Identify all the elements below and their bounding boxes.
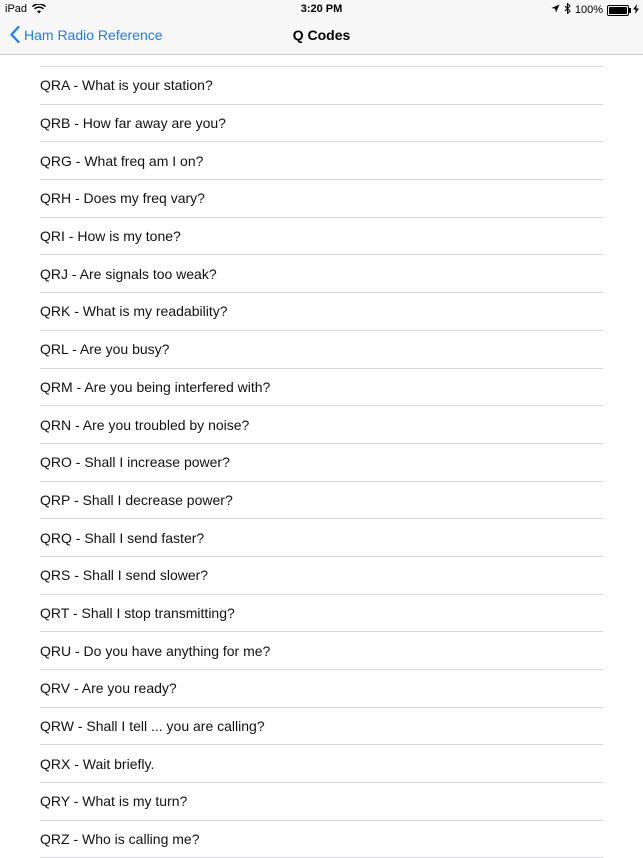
list-item[interactable] bbox=[40, 745, 603, 783]
battery-icon bbox=[607, 5, 629, 16]
list-item-label: QRS - Shall I send slower? bbox=[40, 567, 209, 584]
list-item-label: QRI - How is my tone? bbox=[40, 228, 181, 245]
location-arrow-icon bbox=[551, 4, 560, 16]
list-item-label: QRN - Are you troubled by noise? bbox=[40, 416, 250, 433]
list-item[interactable] bbox=[40, 331, 603, 369]
list-item-label: QRG - What freq am I on? bbox=[40, 152, 204, 169]
list-item[interactable] bbox=[40, 255, 603, 293]
back-button-label: Ham Radio Reference bbox=[24, 26, 163, 43]
list-item[interactable] bbox=[40, 670, 603, 708]
list-item[interactable] bbox=[40, 783, 603, 821]
list-item-label: QRO - Shall I increase power? bbox=[40, 454, 230, 471]
list-item-label: QRV - Are you ready? bbox=[40, 680, 177, 697]
list-item-label: QRT - Shall I stop transmitting? bbox=[40, 604, 235, 621]
charging-icon bbox=[633, 4, 639, 17]
list-item[interactable] bbox=[40, 105, 603, 143]
list-item[interactable] bbox=[40, 218, 603, 256]
list-item-label: QRL - Are you busy? bbox=[40, 341, 170, 358]
list-item-label: QRM - Are you being interfered with? bbox=[40, 378, 271, 395]
list-item[interactable] bbox=[40, 557, 603, 595]
list-item[interactable] bbox=[40, 708, 603, 746]
status-bar bbox=[0, 0, 643, 20]
list-item[interactable] bbox=[40, 293, 603, 331]
bluetooth-icon bbox=[564, 3, 571, 17]
list-item-label: QRW - Shall I tell ... you are calling? bbox=[40, 718, 265, 735]
list-item-label: QRU - Do you have anything for me? bbox=[40, 642, 271, 659]
navigation-bar bbox=[0, 20, 643, 55]
device-name: iPad bbox=[5, 3, 28, 15]
list-item-label: QRX - Wait briefly. bbox=[40, 755, 155, 772]
list-item-label: QRH - Does my freq vary? bbox=[40, 190, 205, 207]
list-item-label: QRA - What is your station? bbox=[40, 77, 213, 94]
list-item[interactable] bbox=[40, 519, 603, 557]
list-item[interactable] bbox=[40, 67, 603, 105]
list-item-label: QRP - Shall I decrease power? bbox=[40, 491, 233, 508]
list-item[interactable] bbox=[40, 180, 603, 218]
list-item[interactable] bbox=[40, 595, 603, 633]
list-item[interactable] bbox=[40, 406, 603, 444]
list-item-label: QRY - What is my turn? bbox=[40, 793, 188, 810]
status-time: 3:20 PM bbox=[300, 3, 343, 15]
list-item[interactable] bbox=[40, 444, 603, 482]
q-codes-rows bbox=[40, 67, 603, 858]
battery-percent: 100% bbox=[574, 4, 603, 16]
list-item-label: QRK - What is my readability? bbox=[40, 303, 228, 320]
status-right bbox=[547, 3, 639, 17]
list-item-label: QRJ - Are signals too weak? bbox=[40, 265, 217, 282]
page-title: Q Codes bbox=[292, 27, 351, 43]
list-item[interactable] bbox=[40, 482, 603, 520]
list-item[interactable] bbox=[40, 632, 603, 670]
list-item-label: QRB - How far away are you? bbox=[40, 115, 226, 132]
list-item[interactable] bbox=[40, 369, 603, 407]
list-item[interactable] bbox=[40, 821, 603, 858]
list-item-label: QRZ - Who is calling me? bbox=[40, 831, 200, 848]
list-item[interactable] bbox=[40, 142, 603, 180]
list-item-label: QRQ - Shall I send faster? bbox=[40, 529, 205, 546]
